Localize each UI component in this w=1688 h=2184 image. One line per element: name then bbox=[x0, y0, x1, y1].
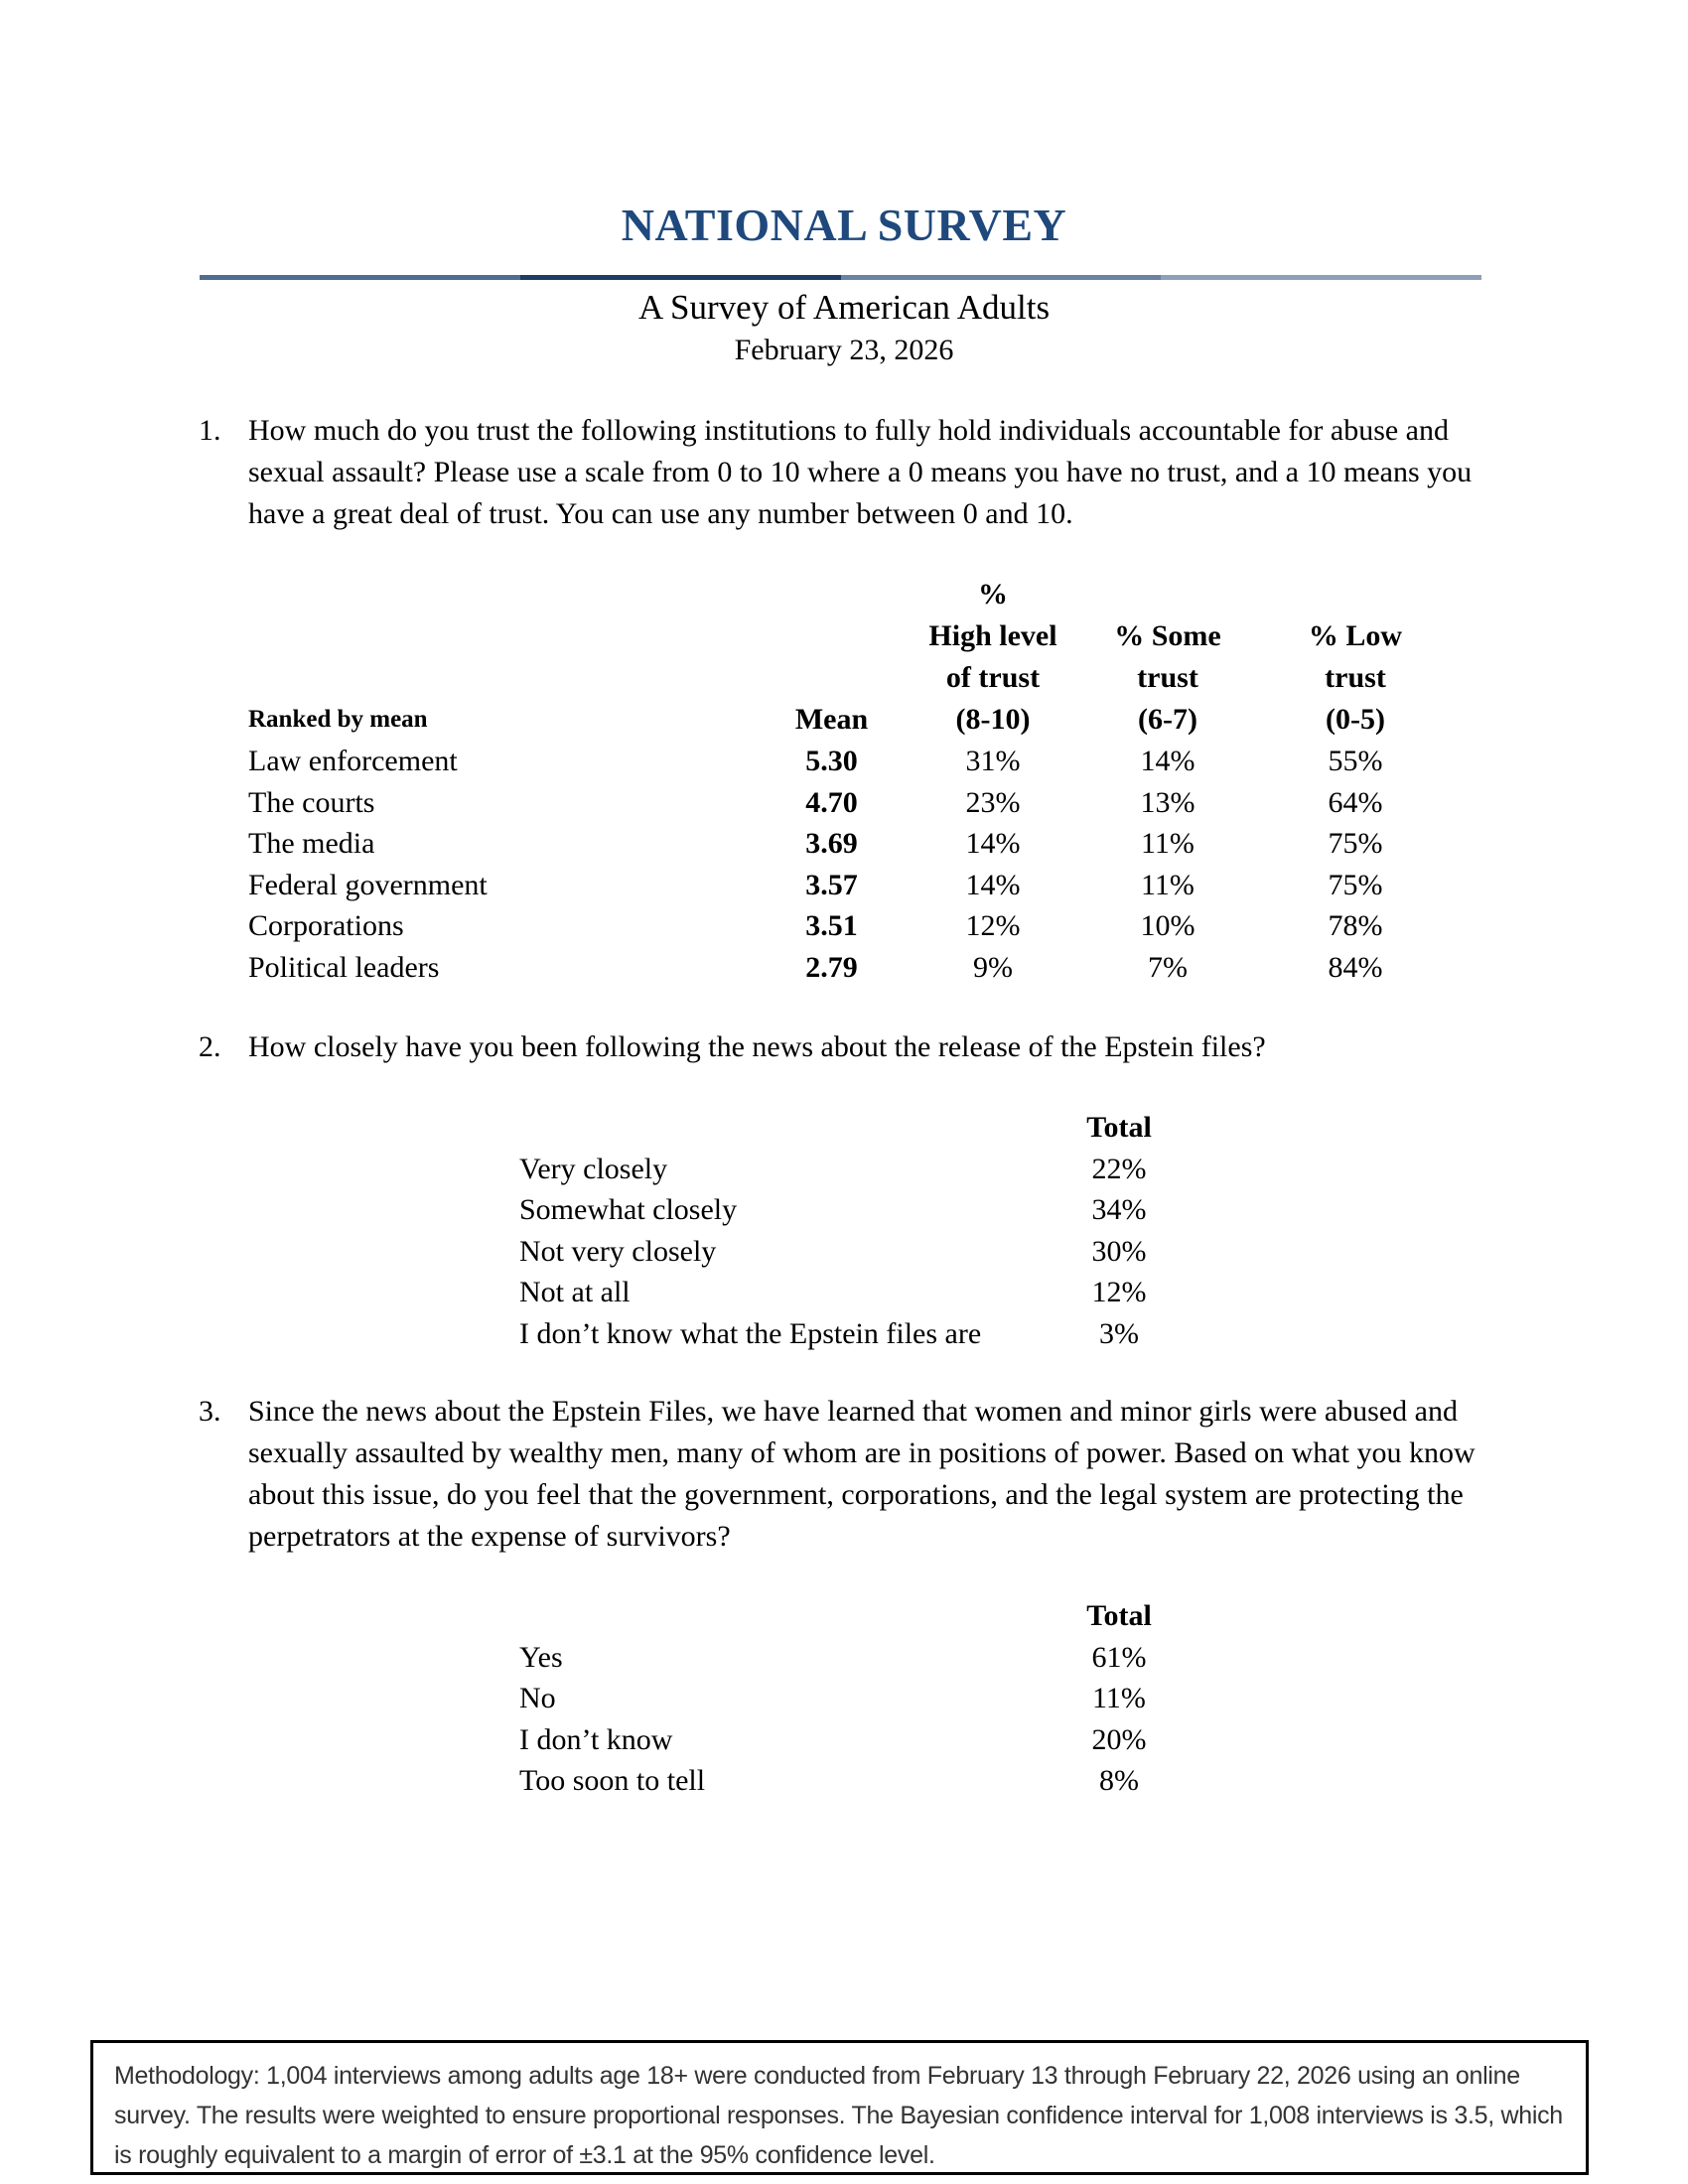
response-label: Not at all bbox=[519, 1276, 631, 1308]
methodology-text: Methodology: 1,004 interviews among adults age 18+ were conducted from February 13 through February 22, 2026 using an online survey. The results were weighted to ensure proportional responses. The Bayesian confidence interval for 1,008 interviews is 3.5, which is roughly equivalent to a margin of error of ±3.1 at the 95% confidence level. bbox=[114, 2062, 1563, 2169]
table-row bbox=[248, 741, 1463, 782]
mean-value: 3.51 bbox=[805, 909, 858, 942]
title-divider bbox=[200, 275, 1481, 280]
mean-header: Mean bbox=[794, 703, 869, 736]
response-value: 8% bbox=[1099, 1764, 1139, 1797]
question-text: How much do you trust the following institutions to fully hold individuals accountable for abuse and sexual assault? Please use a scale from 0 to 10 where a 0 means you have no trust, and a 10 means you have a great deal of trust. You can use any number between 0 and 10. bbox=[248, 414, 1473, 530]
response-value: 11% bbox=[1092, 1682, 1146, 1714]
low-trust-header bbox=[1248, 574, 1463, 741]
high-trust-value: 14% bbox=[965, 827, 1021, 860]
question-text: How closely have you been following the news about the release of the Epstein files? bbox=[248, 1030, 1266, 1063]
table-header-row bbox=[248, 574, 1463, 741]
some-trust-value: 10% bbox=[1140, 909, 1196, 942]
response-value: 20% bbox=[1091, 1722, 1147, 1756]
header-line: of trust bbox=[945, 661, 1041, 694]
high-trust-value: 31% bbox=[965, 745, 1021, 777]
table-row bbox=[248, 865, 1463, 906]
some-trust-value: 13% bbox=[1140, 785, 1196, 819]
institution-label: Political leaders bbox=[248, 950, 440, 984]
table-header-row bbox=[519, 1107, 1163, 1149]
some-trust-value: 14% bbox=[1140, 745, 1196, 777]
high-trust-value: 9% bbox=[973, 950, 1013, 984]
some-trust-value: 11% bbox=[1141, 868, 1195, 901]
high-trust-value: 14% bbox=[965, 868, 1021, 901]
page-title: NATIONAL SURVEY bbox=[621, 200, 1067, 250]
table-row bbox=[519, 1189, 1163, 1231]
table-row bbox=[519, 1678, 1163, 1719]
divider-segment bbox=[200, 275, 520, 280]
header-line: (0-5) bbox=[1326, 703, 1385, 736]
mean-value: 5.30 bbox=[805, 745, 858, 777]
response-value: 3% bbox=[1099, 1316, 1139, 1350]
table-row bbox=[248, 782, 1463, 824]
question-text: Since the news about the Epstein Files, we have learned that women and minor girls were abused and sexually assaulted by wealthy men, many of whom are in positions of power. Based on what you know about this issue, do you feel that the government, corporations, and the legal system are protecting the perpetrators at the expense of survivors? bbox=[248, 1395, 1476, 1553]
table-row bbox=[519, 1313, 1163, 1355]
table-row bbox=[519, 1149, 1163, 1190]
subtitle: A Survey of American Adults bbox=[637, 288, 1051, 327]
institution-label: The media bbox=[248, 827, 375, 860]
protecting-perpetrators-table bbox=[519, 1595, 1163, 1802]
table-row bbox=[519, 1719, 1163, 1761]
table-row bbox=[519, 1272, 1163, 1313]
table-row bbox=[519, 1231, 1163, 1273]
response-label: Yes bbox=[519, 1640, 563, 1674]
response-label: Very closely bbox=[519, 1152, 668, 1185]
header-line: (6-7) bbox=[1138, 703, 1197, 736]
response-label: Not very closely bbox=[519, 1234, 717, 1268]
low-trust-value: 78% bbox=[1328, 909, 1383, 942]
low-trust-value: 64% bbox=[1328, 785, 1383, 819]
question-number: 2. bbox=[199, 1030, 221, 1063]
institution-label: Law enforcement bbox=[248, 745, 458, 777]
divider-segment bbox=[1161, 275, 1481, 280]
response-value: 22% bbox=[1091, 1152, 1147, 1185]
some-trust-header bbox=[1087, 574, 1248, 741]
total-header: Total bbox=[1086, 1111, 1152, 1144]
total-header: Total bbox=[1086, 1599, 1152, 1632]
low-trust-value: 84% bbox=[1328, 950, 1383, 984]
response-value: 61% bbox=[1091, 1640, 1147, 1674]
table-row bbox=[248, 823, 1463, 865]
response-label: No bbox=[519, 1682, 556, 1714]
low-trust-value: 75% bbox=[1328, 868, 1383, 901]
blank-header bbox=[519, 1107, 1075, 1149]
response-value: 34% bbox=[1091, 1193, 1147, 1226]
high-trust-header bbox=[899, 574, 1087, 741]
low-trust-value: 55% bbox=[1328, 745, 1383, 777]
mean-value: 4.70 bbox=[805, 785, 858, 819]
high-trust-value: 12% bbox=[965, 909, 1021, 942]
table-row bbox=[519, 1637, 1163, 1679]
question-2 bbox=[199, 1026, 1509, 1068]
some-trust-value: 11% bbox=[1141, 827, 1195, 860]
institution-label: Corporations bbox=[248, 909, 404, 942]
response-value: 30% bbox=[1091, 1234, 1147, 1268]
divider-segment bbox=[520, 275, 841, 280]
mean-value: 3.57 bbox=[805, 868, 858, 901]
trust-table bbox=[248, 574, 1463, 988]
survey-date: February 23, 2026 bbox=[734, 334, 954, 366]
header-line: trust bbox=[1325, 661, 1386, 694]
table-row bbox=[248, 905, 1463, 947]
mean-value: 2.79 bbox=[805, 950, 858, 984]
table-row bbox=[248, 947, 1463, 989]
methodology-box bbox=[90, 2040, 1589, 2175]
response-label: Too soon to tell bbox=[519, 1764, 706, 1797]
response-label: I don’t know what the Epstein files are bbox=[519, 1316, 982, 1350]
header-line: % Low bbox=[1308, 619, 1403, 652]
header-line: % Some bbox=[1114, 619, 1221, 652]
ranked-by-mean-header: Ranked by mean bbox=[248, 706, 428, 733]
high-trust-value: 23% bbox=[965, 785, 1021, 819]
table-header-row bbox=[519, 1595, 1163, 1637]
blank-header bbox=[519, 1595, 1075, 1637]
header-line: (8-10) bbox=[955, 703, 1031, 736]
some-trust-value: 7% bbox=[1148, 950, 1188, 984]
header-line: % bbox=[978, 578, 1008, 611]
divider-segment bbox=[841, 275, 1162, 280]
institution-label: Federal government bbox=[248, 868, 488, 901]
institution-label: The courts bbox=[248, 785, 375, 819]
header-line: High level bbox=[928, 619, 1057, 652]
question-3 bbox=[199, 1391, 1509, 1558]
response-label: Somewhat closely bbox=[519, 1193, 738, 1226]
following-news-table bbox=[519, 1107, 1163, 1354]
question-number: 1. bbox=[199, 414, 221, 447]
question-number: 3. bbox=[199, 1395, 221, 1428]
header-line: trust bbox=[1137, 661, 1198, 694]
question-1 bbox=[199, 410, 1509, 535]
response-label: I don’t know bbox=[519, 1722, 673, 1756]
response-value: 12% bbox=[1091, 1276, 1147, 1308]
mean-value: 3.69 bbox=[805, 827, 858, 860]
low-trust-value: 75% bbox=[1328, 827, 1383, 860]
table-row bbox=[519, 1760, 1163, 1802]
